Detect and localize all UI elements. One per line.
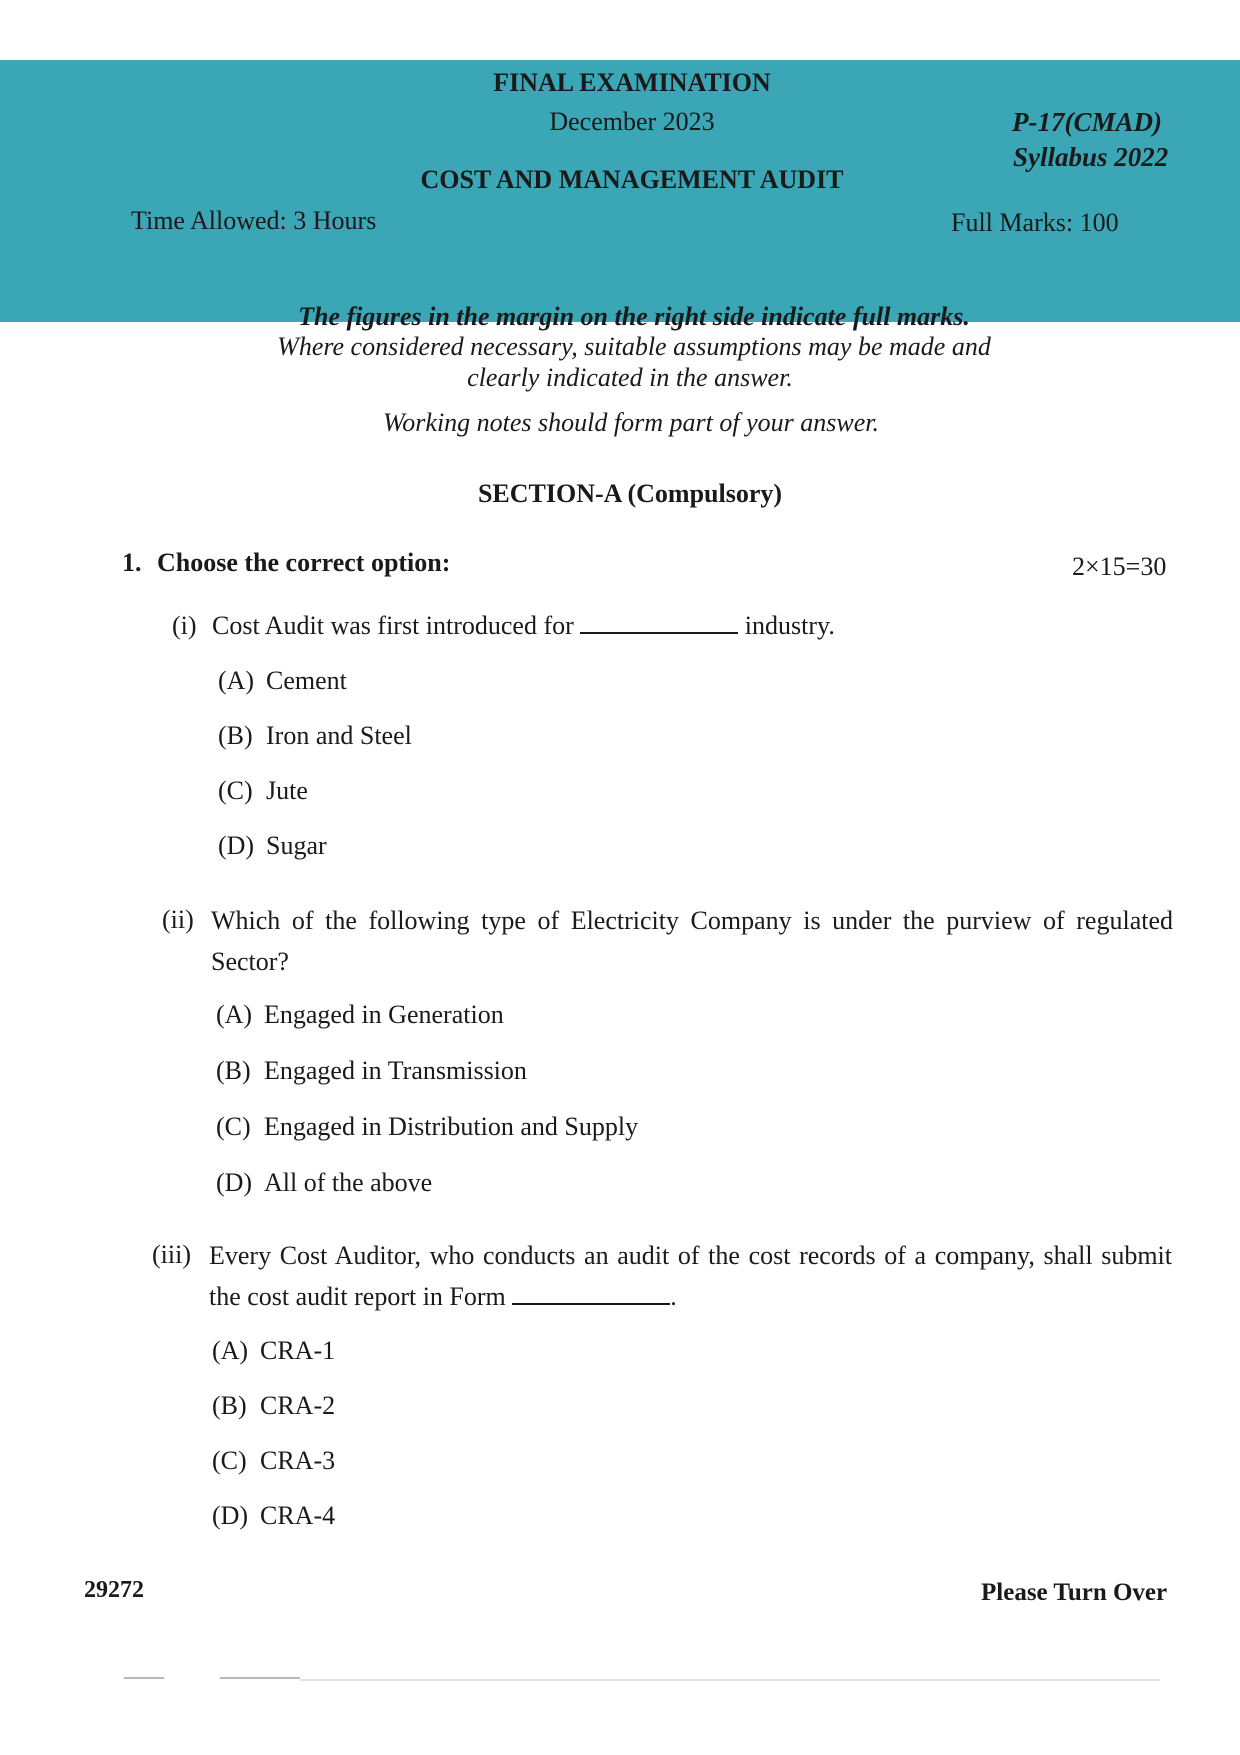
subquestion-text: Cost Audit was first introduced for industry. bbox=[212, 611, 835, 640]
subquestion-number: (iii) bbox=[152, 1240, 191, 1269]
option: (D) All of the above bbox=[216, 1168, 433, 1197]
instruction-line-2: Where considered necessary, suitable assumptions may be made and bbox=[277, 332, 991, 361]
exam-date: December 2023 bbox=[549, 107, 715, 136]
option: (B) Iron and Steel bbox=[218, 721, 412, 750]
option: (C) Engaged in Distribution and Supply bbox=[216, 1112, 639, 1141]
option: (A) Engaged in Generation bbox=[216, 1000, 504, 1029]
turn-over-note: Please Turn Over bbox=[981, 1579, 1168, 1606]
question-number: 1. bbox=[122, 548, 142, 577]
option: (D) Sugar bbox=[218, 831, 327, 860]
instruction-line-4: Working notes should form part of your answer. bbox=[383, 408, 879, 437]
full-marks: Full Marks: 100 bbox=[951, 208, 1119, 237]
instruction-line-1: The figures in the margin on the right side indicate full marks. bbox=[298, 302, 970, 331]
footer-rule bbox=[300, 1679, 1160, 1681]
subquestion-number: (i) bbox=[172, 611, 197, 640]
option: (A) CRA-1 bbox=[212, 1336, 336, 1365]
option: (B) Engaged in Transmission bbox=[216, 1056, 527, 1085]
subquestion-number: (ii) bbox=[162, 905, 194, 934]
paper-code: P-17(CMAD) bbox=[1012, 107, 1162, 137]
time-allowed: Time Allowed: 3 Hours bbox=[131, 206, 377, 235]
question-text: Choose the correct option: bbox=[157, 548, 451, 577]
footer-rule bbox=[124, 1677, 164, 1679]
exam-title: FINAL EXAMINATION bbox=[493, 68, 771, 97]
option: (A) Cement bbox=[218, 666, 347, 695]
syllabus: Syllabus 2022 bbox=[1013, 142, 1169, 172]
question-marks: 2×15=30 bbox=[1072, 552, 1167, 581]
subquestion-text: Every Cost Auditor, who conducts an audit of the cost records of a company, shall submit the cost audit report in Form . bbox=[209, 1241, 1172, 1311]
answer-blank bbox=[512, 1283, 670, 1305]
page-code: 29272 bbox=[84, 1577, 144, 1603]
option: (C) CRA-3 bbox=[212, 1446, 336, 1475]
option: (D) CRA-4 bbox=[212, 1501, 336, 1530]
section-title: SECTION-A (Compulsory) bbox=[477, 479, 783, 508]
footer-rule bbox=[220, 1677, 300, 1679]
instruction-line-3: clearly indicated in the answer. bbox=[467, 363, 793, 392]
subquestion-text: Which of the following type of Electricity Company is under the purview of regulated Sector? bbox=[211, 906, 1173, 976]
subject-title: COST AND MANAGEMENT AUDIT bbox=[420, 165, 844, 194]
option: (B) CRA-2 bbox=[212, 1391, 336, 1420]
option: (C) Jute bbox=[218, 776, 308, 805]
answer-blank bbox=[580, 612, 738, 634]
